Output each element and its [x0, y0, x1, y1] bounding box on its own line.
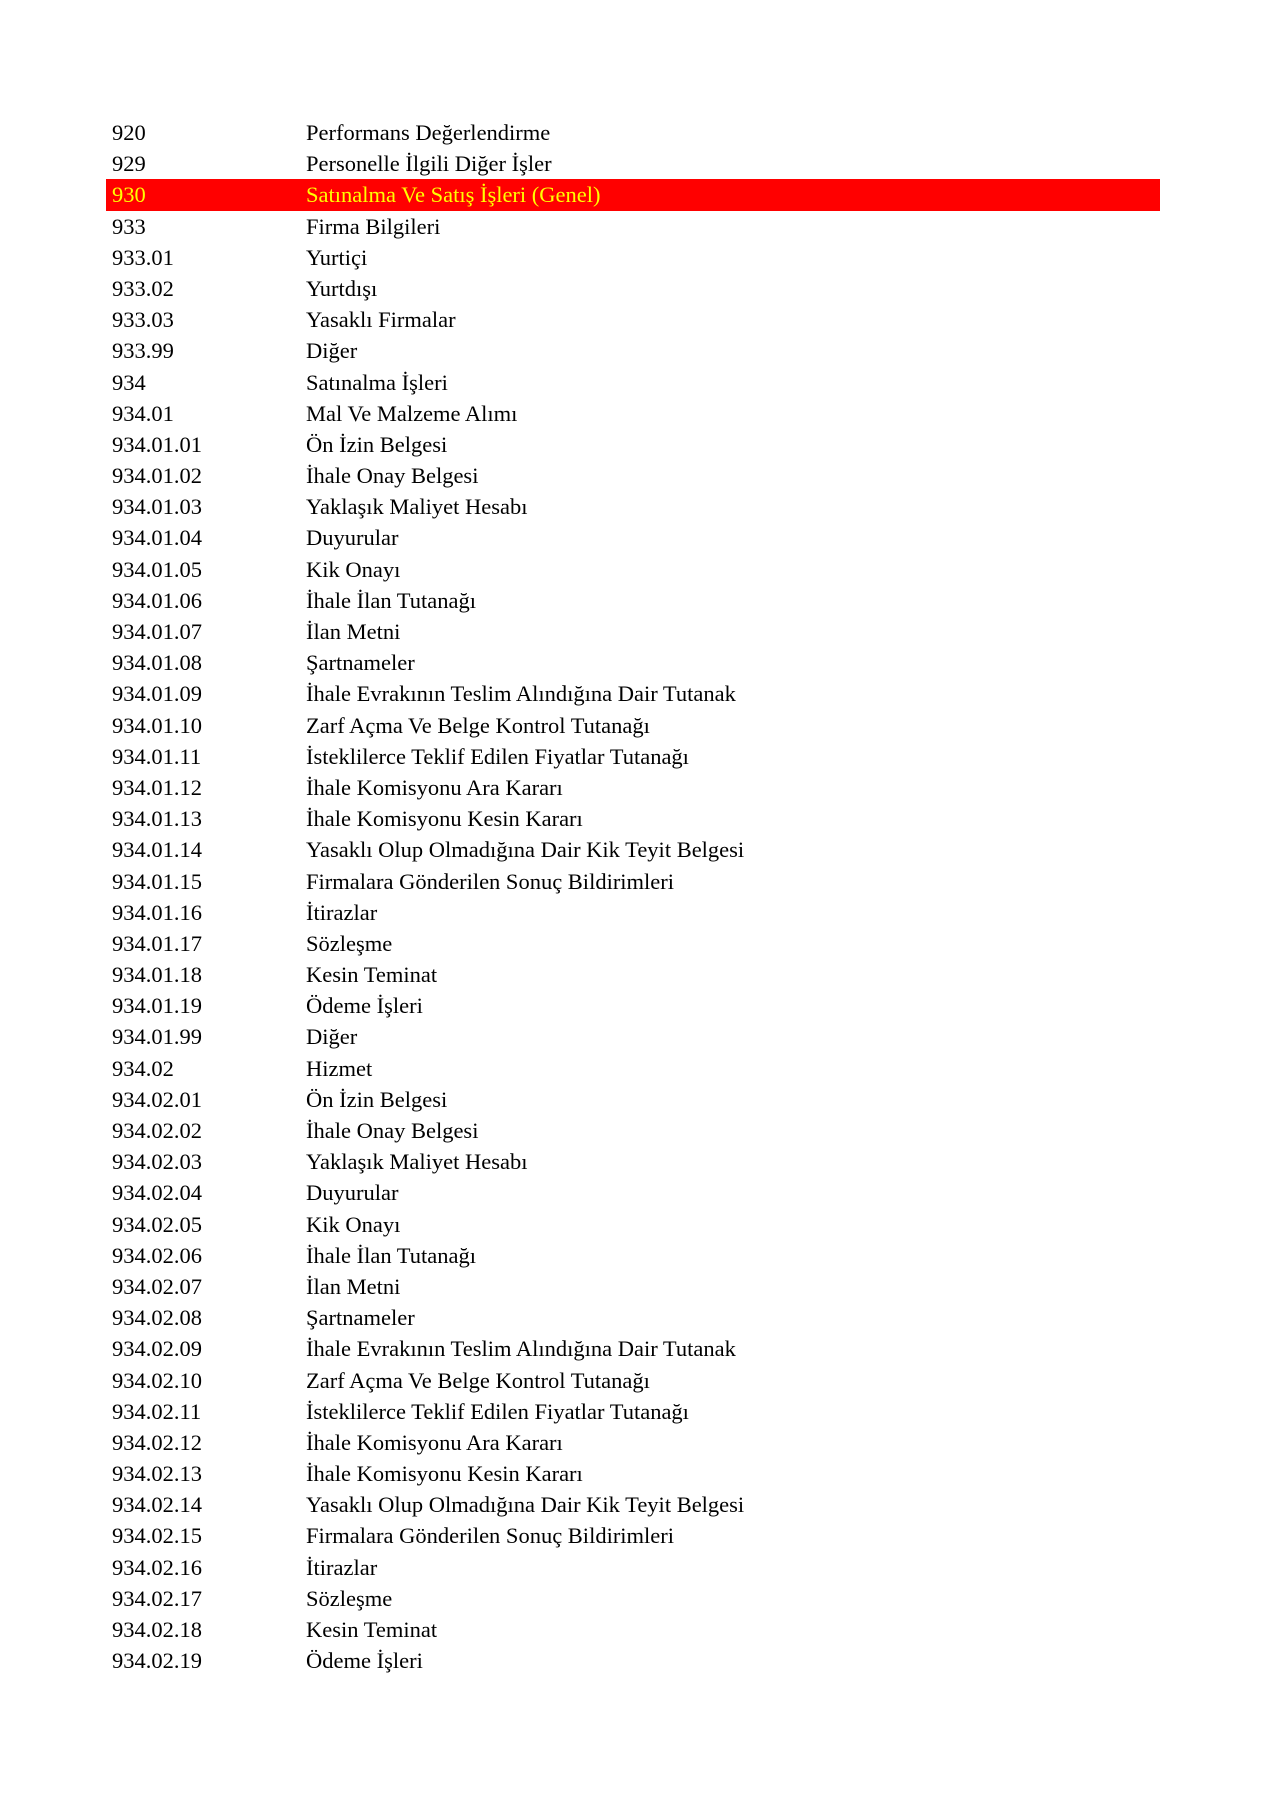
row-label: Kesin Teminat — [306, 962, 438, 988]
table-row — [106, 678, 1160, 709]
row-label: İhale Komisyonu Kesin Kararı — [306, 806, 583, 832]
row-code: 933.03 — [112, 307, 174, 333]
table-row — [106, 1583, 1160, 1614]
row-label: Ön İzin Belgesi — [306, 431, 448, 457]
row-code: 934.02.05 — [112, 1211, 202, 1237]
row-code: 934.02 — [112, 1055, 174, 1081]
row-label: Zarf Açma Ve Belge Kontrol Tutanağı — [306, 1367, 650, 1393]
row-code: 934.01.04 — [112, 525, 202, 551]
table-row — [106, 304, 1160, 335]
table-row — [106, 741, 1160, 772]
table-row — [106, 928, 1160, 959]
row-code: 934.01.07 — [112, 619, 202, 644]
row-label: Sözleşme — [306, 930, 393, 956]
table-row — [106, 959, 1160, 990]
row-code: 929 — [112, 151, 146, 177]
table-row — [106, 335, 1160, 366]
row-label: İhale Komisyonu Ara Kararı — [306, 774, 563, 800]
row-code: 934.02.19 — [112, 1648, 202, 1674]
table-row — [106, 273, 1160, 304]
row-label: İhale Evrakının Teslim Alındığına Dair Tutanak — [306, 1336, 736, 1362]
row-label: İhale İlan Tutanağı — [306, 1242, 476, 1268]
table-row — [106, 491, 1160, 522]
row-label: Şartnameler — [306, 1305, 415, 1331]
table-row — [106, 1146, 1160, 1177]
row-code: 934.02.12 — [112, 1429, 202, 1455]
table-row — [106, 1333, 1160, 1364]
table-row — [106, 1614, 1160, 1645]
row-code: 934.01.15 — [112, 868, 202, 894]
row-label: Duyurular — [306, 525, 399, 551]
table-row — [106, 585, 1160, 616]
table-row — [106, 211, 1160, 242]
row-label: Yaklaşık Maliyet Hesabı — [306, 494, 528, 520]
row-label: Sözleşme — [306, 1585, 393, 1611]
row-label: Hizmet — [306, 1055, 373, 1081]
row-code: 934.01.17 — [112, 930, 202, 956]
table-row — [106, 1365, 1160, 1396]
row-code: 933.02 — [112, 275, 174, 301]
row-label: Duyurular — [306, 1180, 399, 1206]
table-row — [106, 367, 1160, 398]
row-code: 934.02.16 — [112, 1554, 202, 1580]
table-row — [106, 866, 1160, 897]
row-code: 934.01.11 — [112, 743, 202, 769]
row-label: Yaklaşık Maliyet Hesabı — [306, 1149, 528, 1175]
row-label: İhale Onay Belgesi — [306, 1118, 479, 1143]
row-label: Kik Onayı — [306, 1211, 401, 1237]
row-code: 934 — [112, 369, 146, 395]
table-row — [106, 1302, 1160, 1333]
table-row — [106, 710, 1160, 741]
table-row — [106, 1520, 1160, 1551]
row-label: Yasaklı Olup Olmadığına Dair Kik Teyit Belgesi — [306, 1492, 745, 1518]
row-code: 933 — [112, 213, 146, 239]
table-row — [106, 616, 1160, 647]
row-code: 933.99 — [112, 338, 174, 364]
row-label: Diğer — [306, 338, 358, 364]
table-row — [106, 1084, 1160, 1115]
row-code: 934.02.10 — [112, 1367, 202, 1393]
row-label: Kik Onayı — [306, 556, 401, 582]
row-label: Performans Değerlendirme — [306, 120, 551, 145]
row-label: Firmalara Gönderilen Sonuç Bildirimleri — [306, 1523, 675, 1549]
table-row — [106, 398, 1160, 429]
row-code: 934.01.02 — [112, 463, 202, 489]
row-code: 920 — [112, 120, 146, 145]
row-code: 934.01.08 — [112, 650, 202, 676]
table-row — [106, 1645, 1160, 1676]
row-code: 934.02.17 — [112, 1585, 202, 1611]
row-label: İhale Onay Belgesi — [306, 463, 479, 489]
row-code: 934.02.06 — [112, 1242, 202, 1268]
row-code: 934.02.14 — [112, 1492, 202, 1518]
row-label: Kesin Teminat — [306, 1617, 438, 1642]
row-label: İhale Komisyonu Kesin Kararı — [306, 1461, 583, 1487]
row-label: İlan Metni — [306, 1273, 401, 1299]
table-row — [106, 1552, 1160, 1583]
row-code: 934.01.09 — [112, 681, 202, 707]
table-row — [106, 1489, 1160, 1520]
row-label: Personelle İlgili Diğer İşler — [306, 151, 552, 177]
row-label: Ön İzin Belgesi — [306, 1086, 448, 1112]
row-label: Firma Bilgileri — [306, 213, 441, 239]
row-label: İhale İlan Tutanağı — [306, 587, 476, 613]
row-label: Yurtiçi — [306, 244, 368, 270]
row-label: İsteklilerce Teklif Edilen Fiyatlar Tutanağı — [306, 743, 689, 769]
row-label: İtirazlar — [306, 1554, 378, 1580]
row-code: 934.02.02 — [112, 1118, 202, 1143]
row-code: 934.02.03 — [112, 1149, 202, 1175]
table-row — [106, 1458, 1160, 1489]
row-label: Mal Ve Malzeme Alımı — [306, 400, 518, 426]
row-code: 934.01.05 — [112, 556, 202, 582]
table-row — [106, 990, 1160, 1021]
table-row — [106, 522, 1160, 553]
row-label: Yurtdışı — [306, 275, 378, 301]
table-row — [106, 460, 1160, 491]
row-label: İsteklilerce Teklif Edilen Fiyatlar Tutanağı — [306, 1398, 689, 1424]
row-label: İtirazlar — [306, 899, 378, 925]
table-row — [106, 803, 1160, 834]
table-row — [106, 1021, 1160, 1052]
row-code: 934.02.11 — [112, 1398, 202, 1424]
table-row — [106, 1396, 1160, 1427]
row-code: 934.01.06 — [112, 587, 202, 613]
row-code: 934.01.01 — [112, 431, 202, 457]
table-row — [106, 647, 1160, 678]
table-row — [106, 1177, 1160, 1208]
row-code: 934.01.99 — [112, 1024, 202, 1050]
row-code: 934.02.09 — [112, 1336, 202, 1362]
row-code: 934.01.13 — [112, 806, 202, 832]
row-code: 934.01.10 — [112, 712, 202, 738]
table-row — [106, 1209, 1160, 1240]
row-code: 934.02.15 — [112, 1523, 202, 1549]
row-code: 934.02.13 — [112, 1461, 202, 1487]
row-code: 934.01 — [112, 400, 174, 426]
row-code: 934.02.01 — [112, 1086, 202, 1112]
table-row — [106, 242, 1160, 273]
row-code: 934.01.12 — [112, 774, 202, 800]
row-code: 934.01.16 — [112, 899, 202, 925]
table-row — [106, 117, 1160, 148]
table-row — [106, 1427, 1160, 1458]
row-code: 933.01 — [112, 244, 174, 270]
row-code: 934.02.08 — [112, 1305, 202, 1331]
row-code: 934.01.18 — [112, 962, 202, 988]
row-label: Satınalma Ve Satış İşleri (Genel) — [306, 182, 601, 208]
table-row — [106, 554, 1160, 585]
table-row — [106, 1053, 1160, 1084]
table-row — [106, 429, 1160, 460]
table-row — [106, 1240, 1160, 1271]
row-label: Diğer — [306, 1024, 358, 1050]
row-code: 934.01.19 — [112, 993, 202, 1019]
table-row — [106, 148, 1160, 179]
row-label: Yasaklı Firmalar — [306, 307, 456, 333]
row-code: 934.01.03 — [112, 494, 202, 520]
table-row — [106, 1271, 1160, 1302]
row-code: 934.02.18 — [112, 1617, 202, 1642]
row-code: 934.01.14 — [112, 837, 202, 863]
row-label: Şartnameler — [306, 650, 415, 676]
row-label: Firmalara Gönderilen Sonuç Bildirimleri — [306, 868, 675, 894]
table-row — [106, 897, 1160, 928]
row-label: Ödeme İşleri — [306, 1648, 423, 1674]
row-label: Ödeme İşleri — [306, 993, 423, 1019]
row-label: İlan Metni — [306, 619, 401, 644]
table-row — [106, 834, 1160, 865]
document-table — [106, 117, 1160, 1676]
row-label: İhale Evrakının Teslim Alındığına Dair Tutanak — [306, 681, 736, 707]
row-label: Yasaklı Olup Olmadığına Dair Kik Teyit Belgesi — [306, 837, 745, 863]
table-row — [106, 1115, 1160, 1146]
row-label: İhale Komisyonu Ara Kararı — [306, 1429, 563, 1455]
row-label: Satınalma İşleri — [306, 369, 448, 395]
row-code: 934.02.07 — [112, 1273, 202, 1299]
row-code: 934.02.04 — [112, 1180, 202, 1206]
table-row — [106, 772, 1160, 803]
table-row-highlighted — [106, 179, 1160, 210]
row-code: 930 — [112, 182, 146, 208]
row-label: Zarf Açma Ve Belge Kontrol Tutanağı — [306, 712, 650, 738]
